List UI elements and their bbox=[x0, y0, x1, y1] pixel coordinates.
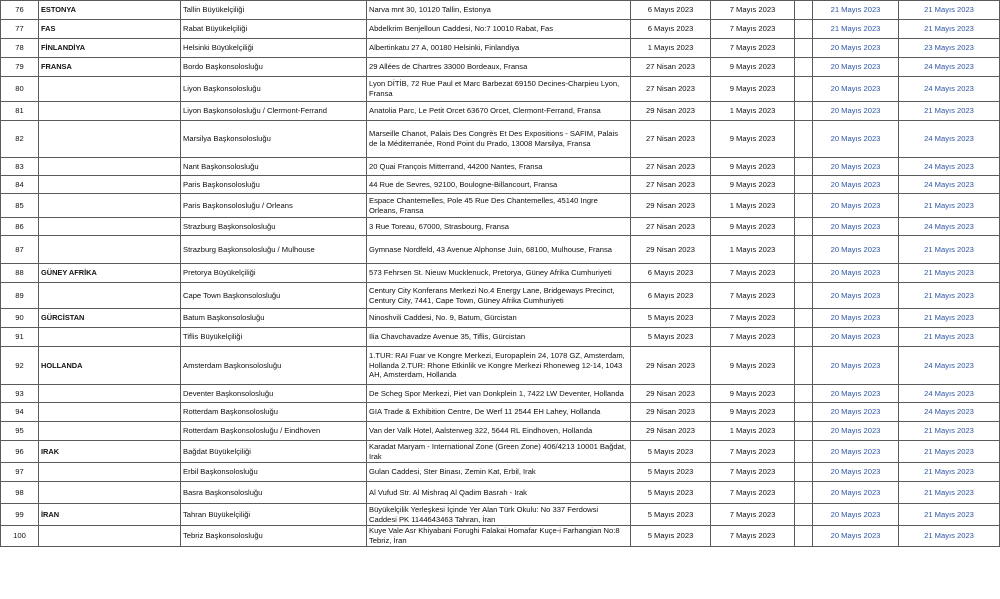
address-cell: De Scheg Spor Merkezi, Piet van Donkplein 1, 7422 LW Deventer, Hollanda bbox=[367, 385, 631, 403]
address-cell: Narva mnt 30, 10120 Tallin, Estonya bbox=[367, 1, 631, 20]
row-number-cell: 76 bbox=[1, 1, 39, 20]
date-start-cell: 6 Mayıs 2023 bbox=[631, 283, 711, 309]
mission-cell: Nant Başkonsolosluğu bbox=[181, 158, 367, 176]
date-start-cell: 5 Mayıs 2023 bbox=[631, 309, 711, 328]
country-cell bbox=[39, 77, 181, 102]
row-number-cell: 93 bbox=[1, 385, 39, 403]
mission-cell: Amsterdam Başkonsolosluğu bbox=[181, 347, 367, 385]
country-cell bbox=[39, 385, 181, 403]
mission-cell: Strazburg Başkonsolosluğu bbox=[181, 218, 367, 236]
mission-cell: Basra Başkonsolosluğu bbox=[181, 482, 367, 504]
spacer-cell bbox=[795, 264, 813, 283]
spacer-cell bbox=[795, 526, 813, 547]
spacer-cell bbox=[795, 1, 813, 20]
address-cell: Kuye Vale Asr Khiyabani Forughi Falakai Homafar Kuçe-i Farhangian No:8 Tebriz, İran bbox=[367, 526, 631, 547]
date-third-cell: 20 Mayıs 2023 bbox=[813, 403, 899, 422]
date-end-cell: 9 Mayıs 2023 bbox=[711, 403, 795, 422]
spacer-cell bbox=[795, 77, 813, 102]
table-row bbox=[1, 526, 1000, 547]
date-end-cell: 9 Mayıs 2023 bbox=[711, 176, 795, 194]
date-fourth-cell: 21 Mayıs 2023 bbox=[899, 236, 1000, 264]
date-start-cell: 29 Nisan 2023 bbox=[631, 403, 711, 422]
address-cell: 573 Fehrsen St. Nieuw Mucklenuck, Pretorya, Güney Afrika Cumhuriyeti bbox=[367, 264, 631, 283]
address-cell: Van der Valk Hotel, Aalsterweg 322, 5644 RL Eindhoven, Hollanda bbox=[367, 422, 631, 441]
date-start-cell: 5 Mayıs 2023 bbox=[631, 526, 711, 547]
row-number-cell: 98 bbox=[1, 482, 39, 504]
table-row bbox=[1, 283, 1000, 309]
table-row bbox=[1, 403, 1000, 422]
date-fourth-cell: 21 Mayıs 2023 bbox=[899, 441, 1000, 463]
date-start-cell: 5 Mayıs 2023 bbox=[631, 463, 711, 482]
address-cell: Espace Chantemelles, Pole 45 Rue Des Chantemelles, 45140 Ingre Orleans, Fransa bbox=[367, 194, 631, 218]
date-third-cell: 20 Mayıs 2023 bbox=[813, 283, 899, 309]
country-cell bbox=[39, 158, 181, 176]
spacer-cell bbox=[795, 504, 813, 526]
date-third-cell: 20 Mayıs 2023 bbox=[813, 328, 899, 347]
date-fourth-cell: 21 Mayıs 2023 bbox=[899, 283, 1000, 309]
table-row bbox=[1, 218, 1000, 236]
date-end-cell: 7 Mayıs 2023 bbox=[711, 441, 795, 463]
date-start-cell: 27 Nisan 2023 bbox=[631, 176, 711, 194]
country-cell: FRANSA bbox=[39, 58, 181, 77]
mission-cell: Paris Başkonsolosluğu / Orleans bbox=[181, 194, 367, 218]
table-body bbox=[1, 1, 1000, 547]
table-row bbox=[1, 264, 1000, 283]
country-cell: HOLLANDA bbox=[39, 347, 181, 385]
mission-cell: Batum Başkonsolosluğu bbox=[181, 309, 367, 328]
mission-cell: Tebriz Başkonsolosluğu bbox=[181, 526, 367, 547]
country-cell bbox=[39, 283, 181, 309]
date-end-cell: 9 Mayıs 2023 bbox=[711, 385, 795, 403]
date-start-cell: 29 Nisan 2023 bbox=[631, 194, 711, 218]
date-fourth-cell: 21 Mayıs 2023 bbox=[899, 526, 1000, 547]
spacer-cell bbox=[795, 309, 813, 328]
date-third-cell: 20 Mayıs 2023 bbox=[813, 236, 899, 264]
date-third-cell: 20 Mayıs 2023 bbox=[813, 463, 899, 482]
country-cell: ESTONYA bbox=[39, 1, 181, 20]
mission-cell: Cape Town Başkonsolosluğu bbox=[181, 283, 367, 309]
table-row bbox=[1, 385, 1000, 403]
mission-cell: Deventer Başkonsolosluğu bbox=[181, 385, 367, 403]
table-row bbox=[1, 328, 1000, 347]
mission-cell: Strazburg Başkonsolosluğu / Mulhouse bbox=[181, 236, 367, 264]
mission-cell: Paris Başkonsolosluğu bbox=[181, 176, 367, 194]
country-cell: FAS bbox=[39, 20, 181, 39]
row-number-cell: 81 bbox=[1, 102, 39, 121]
address-cell: 29 Allées de Chartres 33000 Bordeaux, Fransa bbox=[367, 58, 631, 77]
date-fourth-cell: 24 Mayıs 2023 bbox=[899, 58, 1000, 77]
table-row bbox=[1, 77, 1000, 102]
date-fourth-cell: 21 Mayıs 2023 bbox=[899, 328, 1000, 347]
date-end-cell: 9 Mayıs 2023 bbox=[711, 347, 795, 385]
country-cell bbox=[39, 218, 181, 236]
row-number-cell: 91 bbox=[1, 328, 39, 347]
date-fourth-cell: 23 Mayıs 2023 bbox=[899, 39, 1000, 58]
date-end-cell: 9 Mayıs 2023 bbox=[711, 218, 795, 236]
table-row bbox=[1, 482, 1000, 504]
address-cell: Büyükelçilik Yerleşkesi İçinde Yer Alan Türk Okulu: No 337 Ferdowsi Caddesi PK 1144643463 Tahran, İran bbox=[367, 504, 631, 526]
mission-cell: Helsinki Büyükelçiliği bbox=[181, 39, 367, 58]
date-end-cell: 7 Mayıs 2023 bbox=[711, 504, 795, 526]
date-third-cell: 20 Mayıs 2023 bbox=[813, 385, 899, 403]
date-third-cell: 20 Mayıs 2023 bbox=[813, 158, 899, 176]
address-cell: 1.TUR: RAI Fuar ve Kongre Merkezi, Europaplein 24, 1078 GZ, Amsterdam, Hollanda 2.TUR: Rhone Etkinlik ve Kongre Merkezi Rhoneweg 12-14, 1043 AH, Amsterdam, Hollanda bbox=[367, 347, 631, 385]
table-row bbox=[1, 194, 1000, 218]
date-third-cell: 20 Mayıs 2023 bbox=[813, 309, 899, 328]
date-start-cell: 6 Mayıs 2023 bbox=[631, 264, 711, 283]
row-number-cell: 78 bbox=[1, 39, 39, 58]
country-cell bbox=[39, 482, 181, 504]
row-number-cell: 77 bbox=[1, 20, 39, 39]
country-cell: GÜRCİSTAN bbox=[39, 309, 181, 328]
date-start-cell: 29 Nisan 2023 bbox=[631, 102, 711, 121]
date-third-cell: 20 Mayıs 2023 bbox=[813, 58, 899, 77]
spacer-cell bbox=[795, 158, 813, 176]
date-end-cell: 7 Mayıs 2023 bbox=[711, 283, 795, 309]
row-number-cell: 82 bbox=[1, 121, 39, 158]
mission-cell: Pretorya Büyükelçiliği bbox=[181, 264, 367, 283]
date-start-cell: 5 Mayıs 2023 bbox=[631, 482, 711, 504]
date-end-cell: 7 Mayıs 2023 bbox=[711, 264, 795, 283]
date-end-cell: 7 Mayıs 2023 bbox=[711, 328, 795, 347]
spacer-cell bbox=[795, 236, 813, 264]
mission-cell: Tahran Büyükelçiliği bbox=[181, 504, 367, 526]
row-number-cell: 85 bbox=[1, 194, 39, 218]
table-row bbox=[1, 347, 1000, 385]
date-fourth-cell: 24 Mayıs 2023 bbox=[899, 218, 1000, 236]
spacer-cell bbox=[795, 194, 813, 218]
date-fourth-cell: 21 Mayıs 2023 bbox=[899, 1, 1000, 20]
date-fourth-cell: 21 Mayıs 2023 bbox=[899, 264, 1000, 283]
date-start-cell: 5 Mayıs 2023 bbox=[631, 504, 711, 526]
date-start-cell: 5 Mayıs 2023 bbox=[631, 441, 711, 463]
spacer-cell bbox=[795, 58, 813, 77]
date-third-cell: 20 Mayıs 2023 bbox=[813, 504, 899, 526]
table-row bbox=[1, 102, 1000, 121]
date-end-cell: 7 Mayıs 2023 bbox=[711, 39, 795, 58]
mission-cell: Erbil Başkonsolosluğu bbox=[181, 463, 367, 482]
country-cell bbox=[39, 121, 181, 158]
table-row bbox=[1, 20, 1000, 39]
row-number-cell: 83 bbox=[1, 158, 39, 176]
spacer-cell bbox=[795, 218, 813, 236]
date-third-cell: 20 Mayıs 2023 bbox=[813, 218, 899, 236]
country-cell: İRAN bbox=[39, 504, 181, 526]
spacer-cell bbox=[795, 121, 813, 158]
date-start-cell: 6 Mayıs 2023 bbox=[631, 20, 711, 39]
date-fourth-cell: 21 Mayıs 2023 bbox=[899, 482, 1000, 504]
address-cell: Century City Konferans Merkezi No.4 Energy Lane, Bridgeways Precinct, Century City, 7441, Cape Town, Güney Afrika Cumhuriyeti bbox=[367, 283, 631, 309]
date-fourth-cell: 21 Mayıs 2023 bbox=[899, 422, 1000, 441]
date-end-cell: 1 Mayıs 2023 bbox=[711, 422, 795, 441]
country-cell bbox=[39, 236, 181, 264]
address-cell: GIA Trade & Exhibition Centre, De Werf 11 2544 EH Lahey, Hollanda bbox=[367, 403, 631, 422]
date-fourth-cell: 24 Mayıs 2023 bbox=[899, 403, 1000, 422]
date-end-cell: 1 Mayıs 2023 bbox=[711, 236, 795, 264]
row-number-cell: 94 bbox=[1, 403, 39, 422]
date-end-cell: 1 Mayıs 2023 bbox=[711, 194, 795, 218]
mission-cell: Liyon Başkonsolosluğu bbox=[181, 77, 367, 102]
date-end-cell: 9 Mayıs 2023 bbox=[711, 77, 795, 102]
date-third-cell: 20 Mayıs 2023 bbox=[813, 194, 899, 218]
address-cell: Karadat Maryam - International Zone (Green Zone) 406/4213 10001 Bağdat, Irak bbox=[367, 441, 631, 463]
date-third-cell: 20 Mayıs 2023 bbox=[813, 441, 899, 463]
table-row bbox=[1, 58, 1000, 77]
date-start-cell: 27 Nisan 2023 bbox=[631, 121, 711, 158]
date-fourth-cell: 24 Mayıs 2023 bbox=[899, 176, 1000, 194]
date-third-cell: 20 Mayıs 2023 bbox=[813, 264, 899, 283]
mission-cell: Rotterdam Başkonsolosluğu / Eindhoven bbox=[181, 422, 367, 441]
row-number-cell: 86 bbox=[1, 218, 39, 236]
date-fourth-cell: 21 Mayıs 2023 bbox=[899, 309, 1000, 328]
address-cell: Marseille Chanot, Palais Des Congrès Et Des Expositions - SAFIM, Palais de la Méditerranée, Rond Point du Prado, 13008 Marsilya, Fransa bbox=[367, 121, 631, 158]
date-start-cell: 29 Nisan 2023 bbox=[631, 347, 711, 385]
country-cell bbox=[39, 194, 181, 218]
date-end-cell: 9 Mayıs 2023 bbox=[711, 58, 795, 77]
spacer-cell bbox=[795, 347, 813, 385]
date-end-cell: 7 Mayıs 2023 bbox=[711, 309, 795, 328]
country-cell bbox=[39, 403, 181, 422]
row-number-cell: 79 bbox=[1, 58, 39, 77]
date-third-cell: 20 Mayıs 2023 bbox=[813, 347, 899, 385]
date-start-cell: 6 Mayıs 2023 bbox=[631, 1, 711, 20]
date-start-cell: 1 Mayıs 2023 bbox=[631, 39, 711, 58]
table-row bbox=[1, 504, 1000, 526]
address-cell: Albertinkatu 27 A, 00180 Helsinki, Finlandiya bbox=[367, 39, 631, 58]
mission-cell: Rabat Büyükelçiliği bbox=[181, 20, 367, 39]
country-cell: FİNLANDİYA bbox=[39, 39, 181, 58]
country-cell bbox=[39, 526, 181, 547]
address-cell: Ilia Chavchavadze Avenue 35, Tiflis, Gürcistan bbox=[367, 328, 631, 347]
table-row bbox=[1, 176, 1000, 194]
address-cell: 20 Quai François Mitterrand, 44200 Nantes, Fransa bbox=[367, 158, 631, 176]
country-cell bbox=[39, 422, 181, 441]
table-row bbox=[1, 236, 1000, 264]
spacer-cell bbox=[795, 441, 813, 463]
address-cell: Anatolia Parc, Le Petit Orcet 63670 Orcet, Clermont-Ferrand, Fransa bbox=[367, 102, 631, 121]
date-third-cell: 20 Mayıs 2023 bbox=[813, 102, 899, 121]
spacer-cell bbox=[795, 463, 813, 482]
date-third-cell: 21 Mayıs 2023 bbox=[813, 1, 899, 20]
date-start-cell: 27 Nisan 2023 bbox=[631, 58, 711, 77]
spacer-cell bbox=[795, 283, 813, 309]
date-end-cell: 1 Mayıs 2023 bbox=[711, 102, 795, 121]
address-cell: Gymnase Nordfeld, 43 Avenue Alphonse Juin, 68100, Mulhouse, Fransa bbox=[367, 236, 631, 264]
date-third-cell: 21 Mayıs 2023 bbox=[813, 20, 899, 39]
spacer-cell bbox=[795, 385, 813, 403]
date-fourth-cell: 24 Mayıs 2023 bbox=[899, 158, 1000, 176]
mission-cell: Rotterdam Başkonsolosluğu bbox=[181, 403, 367, 422]
country-cell bbox=[39, 102, 181, 121]
date-end-cell: 7 Mayıs 2023 bbox=[711, 463, 795, 482]
date-fourth-cell: 21 Mayıs 2023 bbox=[899, 194, 1000, 218]
date-third-cell: 20 Mayıs 2023 bbox=[813, 77, 899, 102]
date-start-cell: 29 Nisan 2023 bbox=[631, 422, 711, 441]
country-cell: GÜNEY AFRİKA bbox=[39, 264, 181, 283]
date-end-cell: 7 Mayıs 2023 bbox=[711, 1, 795, 20]
table-row bbox=[1, 463, 1000, 482]
row-number-cell: 96 bbox=[1, 441, 39, 463]
country-cell bbox=[39, 176, 181, 194]
date-fourth-cell: 24 Mayıs 2023 bbox=[899, 385, 1000, 403]
address-cell: 44 Rue de Sevres, 92100, Boulogne-Billancourt, Fransa bbox=[367, 176, 631, 194]
date-third-cell: 20 Mayıs 2023 bbox=[813, 39, 899, 58]
date-fourth-cell: 21 Mayıs 2023 bbox=[899, 20, 1000, 39]
mission-cell: Marsilya Başkonsolosluğu bbox=[181, 121, 367, 158]
spacer-cell bbox=[795, 482, 813, 504]
date-fourth-cell: 24 Mayıs 2023 bbox=[899, 121, 1000, 158]
table-row bbox=[1, 39, 1000, 58]
row-number-cell: 92 bbox=[1, 347, 39, 385]
date-start-cell: 27 Nisan 2023 bbox=[631, 77, 711, 102]
date-start-cell: 5 Mayıs 2023 bbox=[631, 328, 711, 347]
row-number-cell: 80 bbox=[1, 77, 39, 102]
date-third-cell: 20 Mayıs 2023 bbox=[813, 482, 899, 504]
table-row bbox=[1, 158, 1000, 176]
table-row bbox=[1, 1, 1000, 20]
mission-cell: Bağdat Büyükelçiliği bbox=[181, 441, 367, 463]
date-third-cell: 20 Mayıs 2023 bbox=[813, 526, 899, 547]
spacer-cell bbox=[795, 403, 813, 422]
date-fourth-cell: 21 Mayıs 2023 bbox=[899, 102, 1000, 121]
date-fourth-cell: 21 Mayıs 2023 bbox=[899, 463, 1000, 482]
date-start-cell: 29 Nisan 2023 bbox=[631, 385, 711, 403]
row-number-cell: 99 bbox=[1, 504, 39, 526]
table-row bbox=[1, 309, 1000, 328]
mission-cell: Liyon Başkonsolosluğu / Clermont-Ferrand bbox=[181, 102, 367, 121]
address-cell: Al Vufud Str. Al Mishraq Al Qadim Basrah - Irak bbox=[367, 482, 631, 504]
date-end-cell: 9 Mayıs 2023 bbox=[711, 158, 795, 176]
spacer-cell bbox=[795, 39, 813, 58]
date-third-cell: 20 Mayıs 2023 bbox=[813, 422, 899, 441]
spacer-cell bbox=[795, 328, 813, 347]
row-number-cell: 84 bbox=[1, 176, 39, 194]
spacer-cell bbox=[795, 20, 813, 39]
mission-cell: Tiflis Büyükelçiliği bbox=[181, 328, 367, 347]
address-cell: Ninoshvili Caddesi, No. 9, Batum, Gürcistan bbox=[367, 309, 631, 328]
address-cell: 3 Rue Toreau, 67000, Strasbourg, Fransa bbox=[367, 218, 631, 236]
date-end-cell: 7 Mayıs 2023 bbox=[711, 526, 795, 547]
date-third-cell: 20 Mayıs 2023 bbox=[813, 176, 899, 194]
spacer-cell bbox=[795, 176, 813, 194]
mission-cell: Tallin Büyükelçiliği bbox=[181, 1, 367, 20]
date-start-cell: 27 Nisan 2023 bbox=[631, 158, 711, 176]
date-start-cell: 29 Nisan 2023 bbox=[631, 236, 711, 264]
row-number-cell: 90 bbox=[1, 309, 39, 328]
date-fourth-cell: 24 Mayıs 2023 bbox=[899, 347, 1000, 385]
spacer-cell bbox=[795, 102, 813, 121]
table-row bbox=[1, 441, 1000, 463]
date-start-cell: 27 Nisan 2023 bbox=[631, 218, 711, 236]
date-end-cell: 7 Mayıs 2023 bbox=[711, 482, 795, 504]
table-row bbox=[1, 422, 1000, 441]
mission-cell: Bordo Başkonsolosluğu bbox=[181, 58, 367, 77]
address-cell: Lyon DİTİB, 72 Rue Paul et Marc Barbezat 69150 Decines-Charpieu Lyon, Fransa bbox=[367, 77, 631, 102]
row-number-cell: 100 bbox=[1, 526, 39, 547]
address-cell: Gulan Caddesi, Ster Binası, Zemin Kat, Erbil, Irak bbox=[367, 463, 631, 482]
date-fourth-cell: 21 Mayıs 2023 bbox=[899, 504, 1000, 526]
address-cell: Abdelkrim Benjelloun Caddesi, No:7 10010 Rabat, Fas bbox=[367, 20, 631, 39]
date-end-cell: 7 Mayıs 2023 bbox=[711, 20, 795, 39]
row-number-cell: 87 bbox=[1, 236, 39, 264]
spacer-cell bbox=[795, 422, 813, 441]
row-number-cell: 95 bbox=[1, 422, 39, 441]
country-cell bbox=[39, 328, 181, 347]
date-end-cell: 9 Mayıs 2023 bbox=[711, 121, 795, 158]
date-fourth-cell: 24 Mayıs 2023 bbox=[899, 77, 1000, 102]
country-cell bbox=[39, 463, 181, 482]
country-cell: IRAK bbox=[39, 441, 181, 463]
row-number-cell: 97 bbox=[1, 463, 39, 482]
table-row bbox=[1, 121, 1000, 158]
row-number-cell: 89 bbox=[1, 283, 39, 309]
date-third-cell: 20 Mayıs 2023 bbox=[813, 121, 899, 158]
row-number-cell: 88 bbox=[1, 264, 39, 283]
